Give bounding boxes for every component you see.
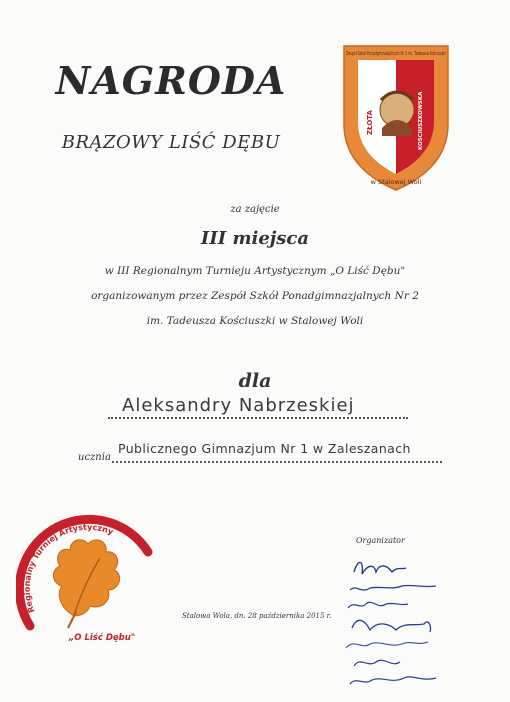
organizer-label: Organizator: [356, 536, 405, 545]
oak-leaf-icon: [53, 540, 119, 616]
recipient-name: Aleksandry Nabrzeskiej: [108, 395, 408, 419]
award-title: NAGRODA: [55, 58, 287, 103]
school-crest-seal: [336, 40, 504, 192]
place-text: III miejsca: [200, 228, 310, 249]
dla-text: dla: [238, 370, 272, 392]
organizer-signatures: [340, 550, 470, 695]
school-name: Publicznego Gimnazjum Nr 1 w Zaleszanach: [112, 441, 442, 463]
crest-bottom-text: w Stalowej Woli: [370, 178, 422, 186]
organizer-line: organizowanym przez Zespół Szkół Ponadgimnazjalnych Nr 2: [91, 290, 419, 302]
logo-arc-text: Regionalny Turniej Artystyczny: [22, 522, 115, 615]
tournament-line: w III Regionalnym Turnieju Artystycznym „O Liść Dębu": [104, 265, 406, 277]
logo-bottom-text: „O Liść Dębu": [68, 633, 136, 643]
place-date: Stalowa Wola, dn. 28 października 2015 r.: [182, 612, 332, 620]
crest-banner-right: KOSCIUSZKOWSKA: [418, 91, 424, 150]
patron-line: im. Tadeusza Kościuszki w Stalowej Woli: [146, 315, 364, 327]
crest-ring-text: Zespół Szkół Ponadgimnazjalnych Nr 2 im. Tadeusza Kościuszki: [346, 51, 504, 57]
award-subtitle: BRĄZOWY LIŚĆ DĘBU: [61, 132, 281, 153]
crest-banner-left: ZŁOTA: [366, 110, 374, 135]
student-label: ucznia: [78, 452, 111, 463]
oak-leaf-tournament-logo: [16, 508, 166, 658]
za-zajecie-text: za zajęcie: [230, 204, 280, 215]
